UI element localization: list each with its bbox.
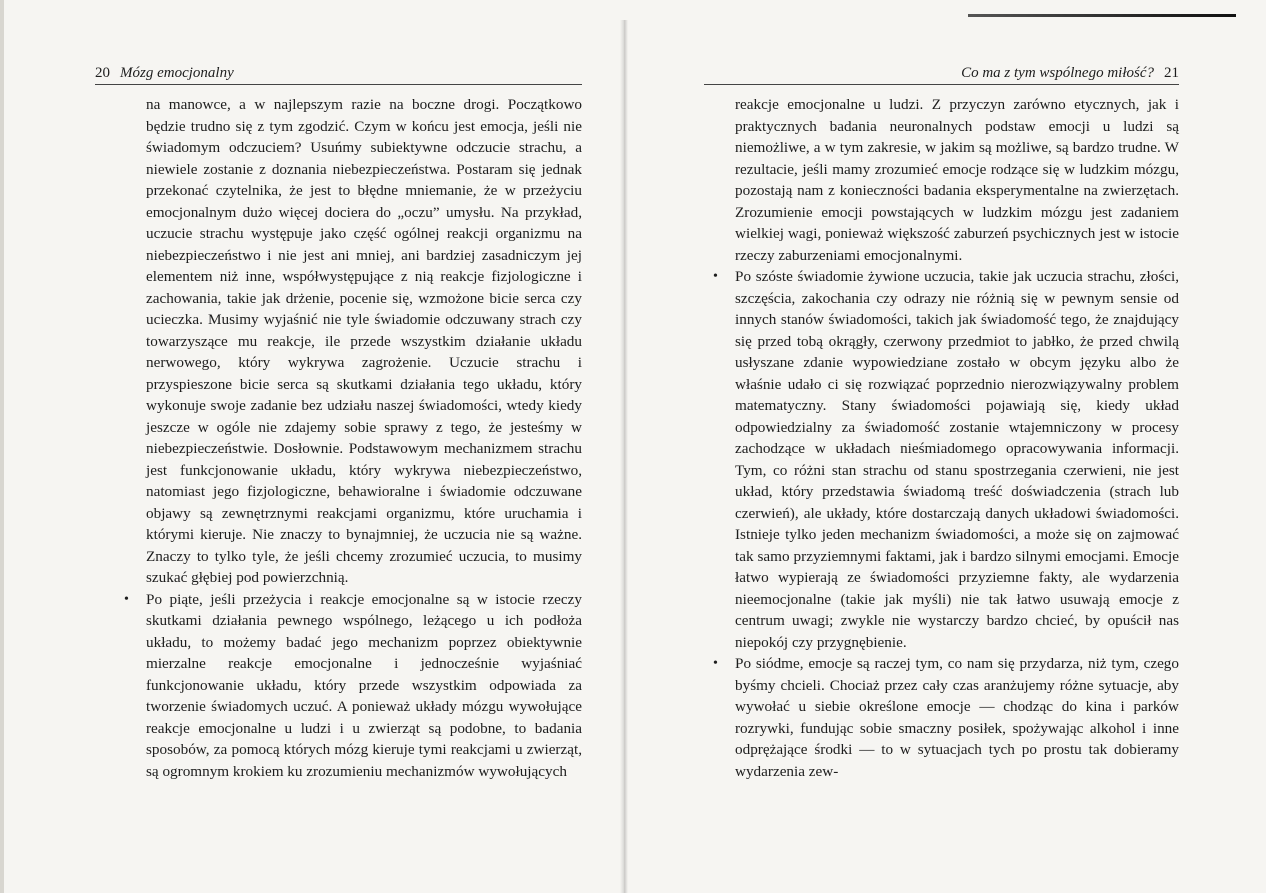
right-bullet-text-1: Po szóste świadomie żywione uczucia, takie jak uczucia strachu, złości, szczęścia, zakochania czy odrazy nie różnią się w pewnym sensie od innych stanów świadomości, takich jak świadomość tego, że znajdujący się przed tobą okrągły, czerwony przedmiot to jabłko, że przed chwilą usłyszane zdanie wypowiedziane zostało w obcym języku albo że właśnie udało ci się rozwiązać poprzednio nierozwiązywalny problem matematyczny. Stany świadomości pojawiają się, kiedy układ odpowiedzialny za świadomość zostanie wtajemniczony w procesy zachodzące w układach nieśmiadomego opracowywania informacji. Tym, co różni stan strachu od stanu spostrzegania czerwieni, nie jest układ, który przedstawia świadomą treść doświadczenia (strach lub czerwień), ale układy, które dostarczają danych układowi świadomości. Istnieje tylko jeden mechanizm świadomości, a może się on zajmować tak samo przyziemnymi faktami, jak i bardzo silnymi emocjami. Emocje łatwo wypierają ze świadomości przyziemne fakty, ale wydarzenia nieemocjonalne (takie jak myśli) nie tak łatwo usuwają emocje z centrum uwagi; zwykle nie wystarczy bardzo chcieć, by opuścił nas niepokój czy przygnębienie.: [735, 268, 1179, 651]
left-bullet-item: [124, 589, 582, 783]
left-running-head: [95, 62, 582, 85]
bullet-dot: •: [713, 656, 718, 671]
right-running-head: [704, 62, 1179, 85]
scan-mark: [968, 14, 1236, 17]
right-page-number: 21: [1164, 65, 1179, 81]
left-bullet-text: Po piąte, jeśli przeżycia i reakcje emocjonalne są w istocie rzeczy skutkami działania pewnego wspólnego, leżącego u ich podłoża układu, to możemy badać jego mechanizm poprzez obiektywnie mierzalne reakcje emocjonalne i jednocześnie wyjaśniać funkcjonowanie układu, który przede wszystkim odpowiada za tworzenie świadomych uczuć. A ponieważ układy mózgu wywołujące reakcje emocjonalne u ludzi i u zwierząt są podobne, to badania sposobów, za pomocą których mózg kieruje tymi reakcjami u zwierząt, są ogromnym krokiem ku zrozumieniu mechanizmów wywołujących: [146, 590, 582, 780]
bullet-dot: •: [713, 269, 718, 284]
page-edge: [0, 0, 4, 893]
right-text-block: [713, 94, 1179, 782]
left-paragraph: na manowce, a w najlepszym razie na boczne drogi. Początkowo będzie trudno się z tym zgodzić. Czym w końcu jest emocja, jeśli nie świadomym odczuciem? Usuńmy subiektywne odczucie strachu, a niewiele zostanie z doznania niebezpieczeństwa. Postaram się jednak przekonać czytelnika, że jest to błędne mniemanie, że w przeżyciu emocjonalnym dużo więcej dociera do „oczu” umysłu. Na przykład, uczucie strachu występuje jako część ogólnej reakcji organizmu na niebezpieczeństwo i nie jest ani mniej, ani bardziej zasadniczym jej elementem niż inne, współwystępujące z nią reakcje fizjologiczne i zachowania, takie jak drżenie, pocenie się, wzmożone bicie serca czy ucieczka. Musimy wyjaśnić nie tyle świadomie odczuwany strach czy towarzyszące mu reakcje, ile przede wszystkim działanie układu nerwowego, który wykrywa zagrożenie. Uczucie strachu i przyspieszone bicie serca są skutkami działania tego układu, który wykonuje swoje zadanie bez udziału naszej świadomości, wtedy kiedy jeszcze w ogóle nie zdajemy sobie sprawy z tego, że jesteśmy w niebezpieczeństwie. Dosłownie. Podstawowym mechanizmem strachu jest funkcjonowanie układu, który wykrywa niebezpieczeństwo, natomiast jego fizjologiczne, behawioralne i świadomie odczuwane objawy są zewnętrznymi reakcjami organizmu, które uruchamia i którymi kieruje. Nie znaczy to bynajmniej, że uczucia nie są ważne. Znaczy to tylko tyle, że jeśli chcemy zrozumieć uczucia, to musimy szukać głębiej pod powierzchnią.: [146, 96, 582, 586]
right-bullet-item-1: [713, 266, 1179, 653]
right-bullet-item-2: [713, 653, 1179, 782]
book-gutter: [620, 20, 628, 893]
right-bullet-text-2: Po siódme, emocje są raczej tym, co nam się przydarza, niż tym, czego byśmy chcieli. Chociaż przez cały czas aranżujemy różne sytuacje, aby wywołać u siebie określone emocje — chodząc do kina i parków rozrywki, fundując sobie smaczny posiłek, spożywając alkohol i inne odprężające środki — to w sytuacjach tych po prostu tak dobieramy wydarzenia zew-: [735, 655, 1179, 780]
right-running-title: Co ma z tym wspólnego miłość?: [961, 65, 1154, 81]
left-running-title: Mózg emocjonalny: [120, 65, 234, 81]
left-text-block: [124, 94, 582, 782]
right-paragraph: reakcje emocjonalne u ludzi. Z przyczyn zarówno etycznych, jak i praktycznych badania neuronalnych podstaw emocji u ludzi są niemożliwe, a w tym zakresie, w jakim są możliwe, są bardzo trudne. W rezultacie, jeśli mamy zrozumieć emocje rodzące się w ludzkim mózgu, pozostają nam z konieczności badania eksperymentalne na zwierzętach. Zrozumienie emocji powstających w ludzkim mózgu jest zadaniem wielkiej wagi, ponieważ większość zaburzeń psychicznych jest w istocie rzeczy zaburzeniami emocjonalnymi.: [735, 96, 1179, 264]
left-page-number: 20: [95, 65, 110, 81]
bullet-dot: •: [124, 591, 129, 607]
